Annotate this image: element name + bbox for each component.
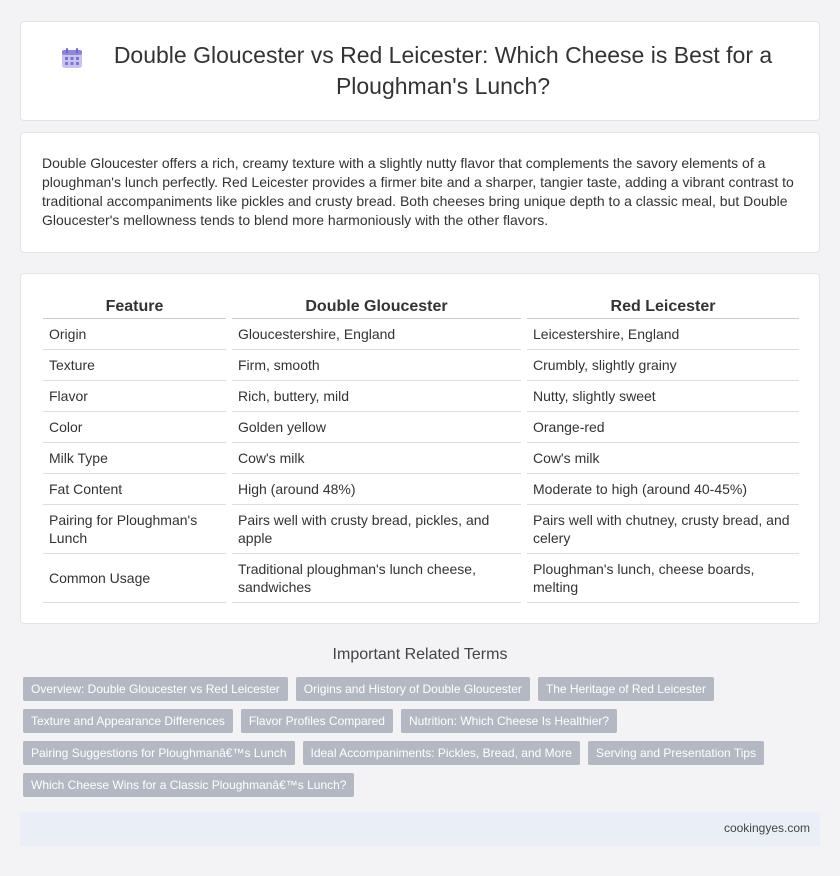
table-cell: Cow's milk: [229, 443, 524, 474]
table-row: [43, 412, 799, 443]
related-tag[interactable]: Overview: Double Gloucester vs Red Leicester: [23, 677, 288, 701]
comparison-table: [43, 294, 799, 603]
table-cell: Orange-red: [524, 412, 799, 443]
table-cell: Pairs well with crusty bread, pickles, and apple: [229, 505, 524, 554]
table-cell: Nutty, slightly sweet: [524, 381, 799, 412]
page-title: Double Gloucester vs Red Leicester: Which Cheese is Best for a Ploughman's Lunch?: [113, 42, 773, 99]
column-header-double-gloucester: Double Gloucester: [229, 294, 524, 319]
related-tag[interactable]: The Heritage of Red Leicester: [538, 677, 714, 701]
intro-card: [20, 132, 820, 253]
table-cell: Common Usage: [43, 554, 229, 603]
related-tag[interactable]: Pairing Suggestions for Ploughmanâ€™s Lunch: [23, 741, 295, 765]
table-header-row: [43, 294, 799, 319]
related-tag[interactable]: Origins and History of Double Gloucester: [296, 677, 530, 701]
table-cell: Fat Content: [43, 474, 229, 505]
table-row: [43, 554, 799, 603]
column-header-feature: Feature: [43, 294, 229, 319]
table-cell: Moderate to high (around 40-45%): [524, 474, 799, 505]
table-row: [43, 319, 799, 350]
related-tag[interactable]: Texture and Appearance Differences: [23, 709, 233, 733]
table-row: [43, 443, 799, 474]
related-tag[interactable]: Flavor Profiles Compared: [241, 709, 393, 733]
calendar-icon: [60, 46, 84, 70]
table-cell: Pairs well with chutney, crusty bread, and celery: [524, 505, 799, 554]
table-cell: Milk Type: [43, 443, 229, 474]
table-row: [43, 474, 799, 505]
table-cell: Gloucestershire, England: [229, 319, 524, 350]
table-cell: Crumbly, slightly grainy: [524, 350, 799, 381]
table-cell: Ploughman's lunch, cheese boards, melting: [524, 554, 799, 603]
table-cell: High (around 48%): [229, 474, 524, 505]
table-cell: Golden yellow: [229, 412, 524, 443]
table-cell: Color: [43, 412, 229, 443]
footer-site-link[interactable]: cookingyes.com: [723, 821, 810, 835]
table-cell: Traditional ploughman's lunch cheese, sandwiches: [229, 554, 524, 603]
comparison-card: [20, 273, 820, 624]
table-cell: Origin: [43, 319, 229, 350]
table-cell: Rich, buttery, mild: [229, 381, 524, 412]
tag-row: [23, 709, 813, 733]
table-cell: Pairing for Ploughman's Lunch: [43, 505, 229, 554]
title-wrap: [60, 40, 780, 102]
table-cell: Leicestershire, England: [524, 319, 799, 350]
related-tag[interactable]: Nutrition: Which Cheese Is Healthier?: [401, 709, 617, 733]
intro-text: Double Gloucester offers a rich, creamy texture with a slightly nutty flavor that complements the savory elements of a ploughman's lunch perfectly. Red Leicester provides a firmer bite and a sharper, tangier taste, adding a vibrant contrast to traditional accompaniments like pickles and crusty bread. Both cheeses bring unique depth to a classic meal, but Double Gloucester's mellowness tends to blend more harmoniously with the other flavors.: [42, 155, 794, 228]
table-cell: Firm, smooth: [229, 350, 524, 381]
column-header-red-leicester: Red Leicester: [524, 294, 799, 319]
table-row: [43, 505, 799, 554]
related-tag[interactable]: Serving and Presentation Tips: [588, 741, 764, 765]
table-cell: Flavor: [43, 381, 229, 412]
table-cell: Texture: [43, 350, 229, 381]
title-card: [20, 21, 820, 121]
related-terms-title: Important Related Terms: [332, 646, 508, 663]
table-row: [43, 350, 799, 381]
tag-row: [23, 741, 813, 765]
table-row: [43, 381, 799, 412]
related-tag[interactable]: Which Cheese Wins for a Classic Ploughmanâ€™s Lunch?: [23, 773, 354, 797]
table-cell: Cow's milk: [524, 443, 799, 474]
tag-row: [23, 773, 813, 797]
footer: [20, 812, 820, 846]
related-terms-list: [23, 677, 813, 805]
tag-row: [23, 677, 813, 701]
related-tag[interactable]: Ideal Accompaniments: Pickles, Bread, and More: [303, 741, 580, 765]
